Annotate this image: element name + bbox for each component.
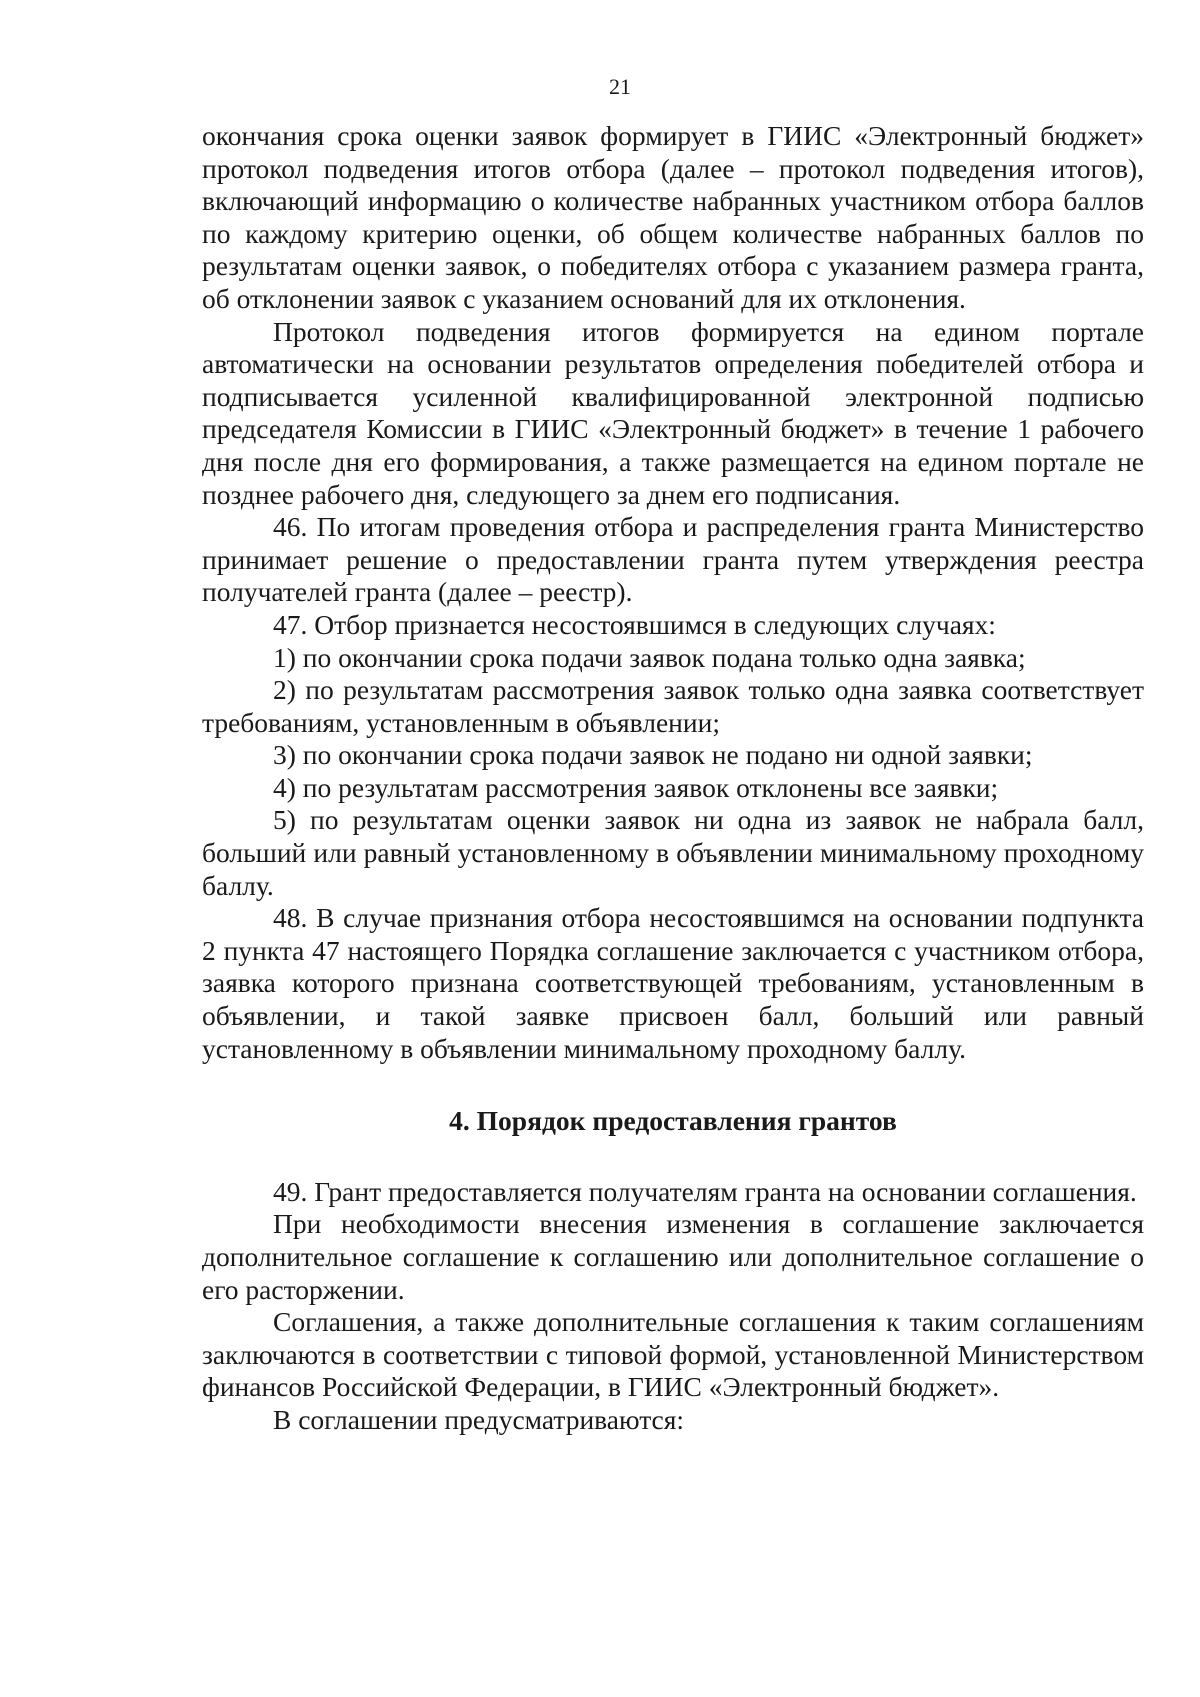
list-item-47-2: 2) по результатам рассмотрения заявок только одна заявка соответствует требованиям, установленным в объявлении; (202, 674, 1144, 738)
list-item-47-5: 5) по результатам оценки заявок ни одна из заявок не набрала балл, больший или равный установленному в объявлении минимальному проходному баллу. (202, 804, 1144, 901)
list-item-47-4: 4) по результатам рассмотрения заявок отклонены все заявки; (273, 771, 999, 803)
paragraph-49: 49. Грант предоставляется получателям гранта на основании соглашения. (273, 1175, 1137, 1207)
paragraph-protocol-formation: окончания срока оценки заявок формирует в ГИИС «Электронный бюджет» протокол подведения итогов отбора (далее – протокол подведения итогов), включающий информацию о количестве набранных участником отбора баллов по каждому критерию оценки, об общем количестве набранных баллов по результатам оценки заявок, о победителях отбора с указанием размера гранта, об отклонении заявок с указанием оснований для их отклонения. (202, 120, 1144, 314)
paragraph-agreement-provisions: В соглашении предусматриваются: (273, 1403, 685, 1435)
paragraph-48: 48. В случае признания отбора несостоявшимся на основании подпункта 2 пункта 47 настоящего Порядка соглашение заключается с участником отбора, заявка которого признана соответствующей требованиям, установленным в объявлении, и такой заявке присвоен балл, больший или равный установленному в объявлении минимальному проходному баллу. (202, 902, 1144, 1064)
page-number: 21 (609, 74, 631, 99)
list-item-47-1: 1) по окончании срока подачи заявок подана только одна заявка; (273, 641, 1026, 673)
paragraph-protocol-signing: Протокол подведения итогов формируется на едином портале автоматически на основании результатов определения победителей отбора и подписывается усиленной квалифицированной электронной подписью председателя Комиссии в ГИИС «Электронный бюджет» в течение 1 рабочего дня после дня его формирования, а также размещается на едином портале не позднее рабочего дня, следующего за днем его подписания. (202, 315, 1144, 510)
paragraph-amendments: При необходимости внесения изменения в соглашение заключается дополнительное соглашение к соглашению или дополнительное соглашение о его расторжении. (202, 1208, 1144, 1305)
paragraph-46: 46. По итогам проведения отбора и распределения гранта Министерство принимает решение о предоставлении гранта путем утверждения реестра получателей гранта (далее – реестр). (202, 511, 1144, 608)
paragraph-47: 47. Отбор признается несостоявшимся в следующих случаях: (273, 608, 996, 640)
list-item-47-3: 3) по окончании срока подачи заявок не подано ни одной заявки; (273, 739, 1033, 771)
document-body (202, 120, 1144, 1437)
section-heading: 4. Порядок предоставления грантов (449, 1105, 897, 1137)
paragraph-standard-form: Соглашения, а также дополнительные соглашения к таким соглашениям заключаются в соответствии с типовой формой, установленной Министерством финансов Российской Федерации, в ГИИС «Электронный бюджет». (202, 1306, 1144, 1403)
